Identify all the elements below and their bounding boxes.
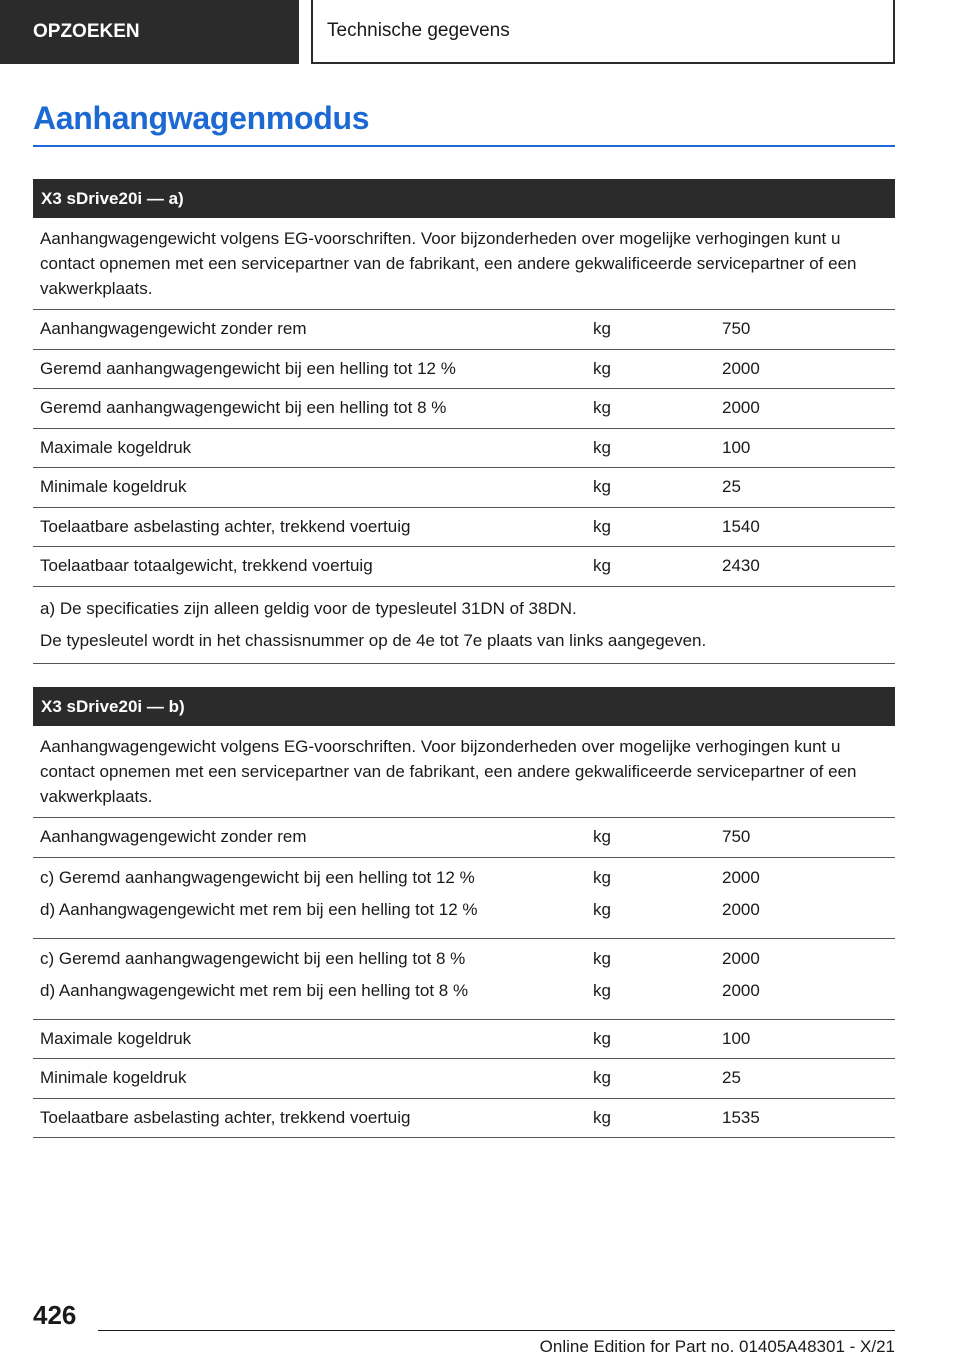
spec-value: 100 — [722, 1028, 751, 1048]
spec-label: Geremd aanhangwagengewicht bij een helling tot 12 % — [40, 358, 456, 378]
spec-label: c) Geremd aanhangwagengewicht bij een helling tot 12 % — [40, 867, 475, 887]
spec-section-a — [33, 179, 895, 664]
spec-label: Geremd aanhangwagengewicht bij een helling tot 8 % — [40, 398, 447, 418]
spec-unit: kg — [593, 477, 611, 497]
table-row — [33, 1020, 895, 1060]
table-row — [33, 310, 895, 350]
table-row — [33, 547, 895, 587]
spec-value: 2000 — [722, 867, 760, 887]
table-row — [33, 350, 895, 390]
footer-divider — [98, 1330, 895, 1331]
title-divider — [33, 145, 895, 147]
spec-label: Minimale kogeldruk — [40, 477, 187, 497]
spec-value: 2000 — [722, 980, 760, 1000]
spec-value: 2000 — [722, 948, 760, 968]
spec-value: 2000 — [722, 398, 760, 418]
section-heading: X3 sDrive20i — b) — [33, 687, 895, 726]
page-number: 426 — [33, 1300, 77, 1330]
table-row — [33, 508, 895, 548]
spec-unit: kg — [593, 899, 611, 919]
spec-label: Aanhangwagengewicht zonder rem — [40, 827, 307, 847]
spec-label: Maximale kogeldruk — [40, 1028, 192, 1048]
spec-unit: kg — [593, 516, 611, 536]
spec-unit: kg — [593, 827, 611, 847]
table-row — [33, 468, 895, 508]
spec-value: 100 — [722, 437, 751, 457]
spec-value: 2430 — [722, 556, 760, 576]
spec-unit: kg — [593, 1028, 611, 1048]
spec-value: 25 — [722, 1068, 741, 1088]
spec-value: 25 — [722, 477, 741, 497]
spec-label: Maximale kogeldruk — [40, 437, 192, 457]
chapter-header — [311, 0, 895, 64]
spec-value: 750 — [722, 319, 751, 339]
section-tab-label: OPZOEKEN — [33, 21, 140, 42]
spec-label: c) Geremd aanhangwagengewicht bij een helling tot 8 % — [40, 948, 466, 968]
table-row — [33, 858, 895, 939]
spec-unit: kg — [593, 980, 611, 1000]
spec-unit: kg — [593, 319, 611, 339]
section-intro: Aanhangwagengewicht volgens EG-voorschriften. Voor bijzonderheden over mogelijke verhogingen kunt u contact opnemen met een servicepartner van de fabrikant, een andere gekwalificeerde servicepartner of een vakwerkplaats. — [33, 218, 895, 310]
table-row — [33, 429, 895, 469]
spec-value: 1540 — [722, 516, 760, 536]
spec-value: 2000 — [722, 899, 760, 919]
footnote-line: De typesleutel wordt in het chassisnummer op de 4e tot 7e plaats van links aangegeven. — [40, 630, 707, 650]
spec-label: Aanhangwagengewicht zonder rem — [40, 319, 307, 339]
spec-unit: kg — [593, 398, 611, 418]
section-intro: Aanhangwagengewicht volgens EG-voorschriften. Voor bijzonderheden over mogelijke verhogingen kunt u contact opnemen met een servicepartner van de fabrikant, een andere gekwalificeerde servicepartner of een vakwerkplaats. — [33, 726, 895, 818]
spec-value: 750 — [722, 827, 751, 847]
spec-section-b — [33, 687, 895, 1138]
spec-unit: kg — [593, 1068, 611, 1088]
spec-unit: kg — [593, 437, 611, 457]
spec-label: Minimale kogeldruk — [40, 1068, 187, 1088]
footnote-line: a) De specificaties zijn alleen geldig voor de typesleutel 31DN of 38DN. — [40, 598, 577, 618]
spec-label: d) Aanhangwagengewicht met rem bij een helling tot 8 % — [40, 980, 469, 1000]
table-row — [33, 1059, 895, 1099]
page-title: Aanhangwagenmodus — [33, 100, 370, 136]
spec-label: Toelaatbaar totaalgewicht, trekkend voertuig — [40, 556, 373, 576]
footnote — [33, 587, 895, 664]
table-row — [33, 939, 895, 1020]
table-row — [33, 1099, 895, 1139]
spec-unit: kg — [593, 1107, 611, 1127]
section-tab[interactable] — [0, 0, 299, 64]
spec-value: 1535 — [722, 1107, 760, 1127]
spec-label: Toelaatbare asbelasting achter, trekkend voertuig — [40, 1107, 411, 1127]
spec-unit: kg — [593, 948, 611, 968]
table-row — [33, 818, 895, 858]
table-row — [33, 389, 895, 429]
edition-note: Online Edition for Part no. 01405A48301 - X/21 — [539, 1337, 895, 1356]
chapter-title: Technische gegevens — [327, 20, 510, 41]
spec-label: d) Aanhangwagengewicht met rem bij een helling tot 12 % — [40, 899, 478, 919]
section-heading: X3 sDrive20i — a) — [33, 179, 895, 218]
spec-unit: kg — [593, 867, 611, 887]
spec-value: 2000 — [722, 358, 760, 378]
spec-unit: kg — [593, 358, 611, 378]
spec-unit: kg — [593, 556, 611, 576]
spec-label: Toelaatbare asbelasting achter, trekkend voertuig — [40, 516, 411, 536]
